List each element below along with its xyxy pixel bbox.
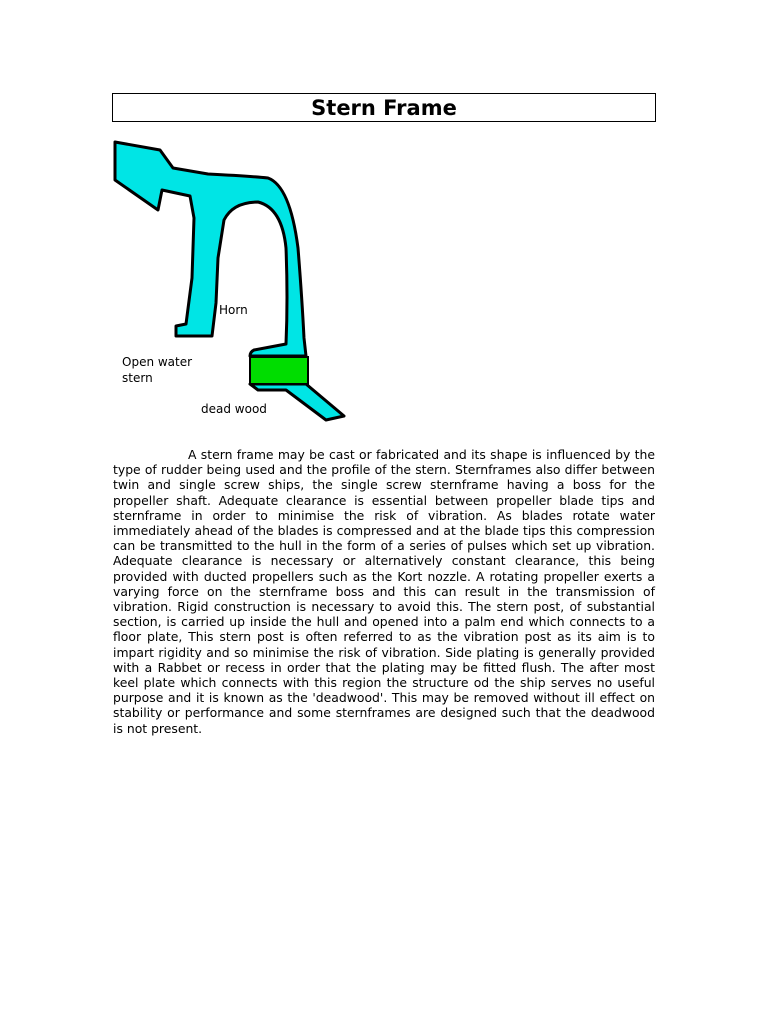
dead-wood-label: dead wood <box>201 402 267 416</box>
open-water-stern-label-line1: Open water <box>122 355 193 369</box>
horn-label: Horn <box>219 303 248 317</box>
stern-frame-diagram <box>108 138 358 428</box>
body-paragraph: A stern frame may be cast or fabricated and its shape is influenced by the type of rudder being used and the profile of the stern. Sternframes also differ between twin and single screw ships, the single screw sternframe having a boss for the propeller shaft. Adequate clearance is essential between propeller blade tips and sternframe in order to minimise the risk of vibration. As blades rotate water immediately ahead of the blades is compressed and at the blade tips this compression can be transmitted to the hull in the form of a series of pulses which set up vibration. Adequate clearance is necessary or alternatively constant clearance, this being provided with ducted propellers such as the Kort nozzle. A rotating propeller exerts a varying force on the sternframe boss and this can result in the transmission of vibration. Rigid construction is necessary to avoid this. The stern post, of substantial section, is carried up inside the hull and opened into a palm end which connects to a floor plate, This stern post is often referred to as the vibration post as its aim is to impart rigidity and so minimise the risk of vibration. Side plating is generally provided with a Rabbet or recess in order that the plating may be fitted flush. The after most keel plate which connects with this region the structure od the ship serves no useful purpose and it is known as the 'deadwood'. This may be removed without ill effect on stability or performance and some sternframes are designed such that the deadwood is not present. <box>113 447 655 736</box>
propeller-boss <box>250 357 308 384</box>
open-water-stern-label-line2: stern <box>122 371 153 385</box>
page-title: Stern Frame <box>112 93 656 122</box>
stern-frame-shape <box>115 142 306 356</box>
